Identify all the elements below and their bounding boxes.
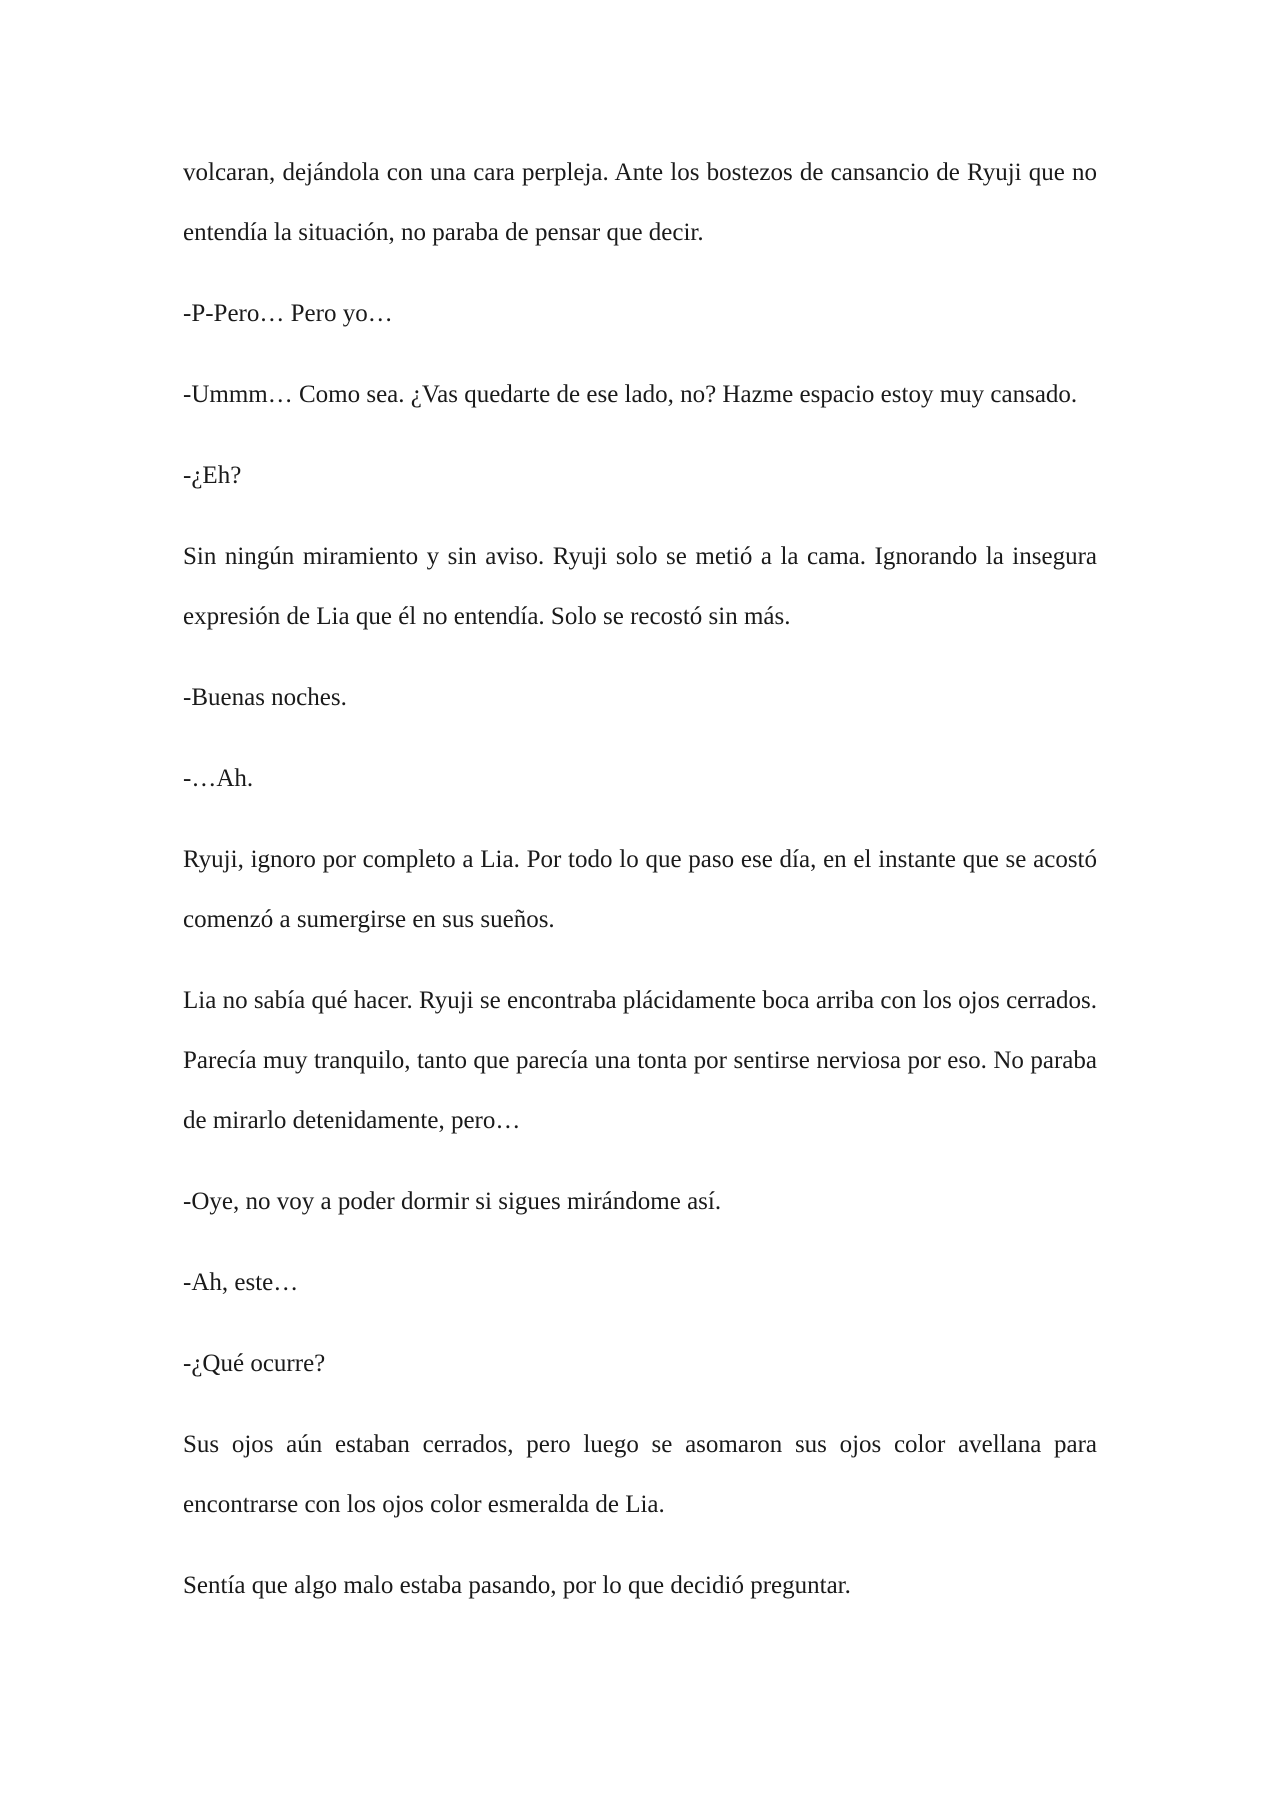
text-column [183, 143, 1097, 1637]
paragraph: Sin ningún miramiento y sin aviso. Ryuji solo se metió a la cama. Ignorando la insegura expresión de Lia que él no entendía. Solo se recostó sin más. [183, 543, 1097, 630]
dialogue-line: -¿Eh? [183, 462, 242, 489]
dialogue-line: -Oye, no voy a poder dormir si sigues mirándome así. [183, 1188, 722, 1215]
dialogue-line: -¿Qué ocurre? [183, 1350, 326, 1377]
paragraph: Lia no sabía qué hacer. Ryuji se encontraba plácidamente boca arriba con los ojos cerrados. Parecía muy tranquilo, tanto que parecía una tonta por sentirse nerviosa por eso. No paraba de mirarlo detenidamente, pero… [183, 987, 1097, 1134]
paragraph: Sus ojos aún estaban cerrados, pero luego se asomaron sus ojos color avellana para encontrarse con los ojos color esmeralda de Lia. [183, 1431, 1097, 1518]
dialogue-line: -Ummm… Como sea. ¿Vas quedarte de ese lado, no? Hazme espacio estoy muy cansado. [183, 381, 1078, 408]
paragraph: Sentía que algo malo estaba pasando, por lo que decidió preguntar. [183, 1572, 851, 1599]
dialogue-line: -Buenas noches. [183, 684, 347, 711]
dialogue-line: -…Ah. [183, 765, 254, 792]
dialogue-line: -Ah, este… [183, 1269, 299, 1296]
paragraph: Ryuji, ignoro por completo a Lia. Por todo lo que paso ese día, en el instante que se acostó comenzó a sumergirse en sus sueños. [183, 846, 1097, 933]
dialogue-line: -P-Pero… Pero yo… [183, 300, 393, 327]
paragraph: volcaran, dejándola con una cara perpleja. Ante los bostezos de cansancio de Ryuji que no entendía la situación, no paraba de pensar que decir. [183, 159, 1097, 246]
